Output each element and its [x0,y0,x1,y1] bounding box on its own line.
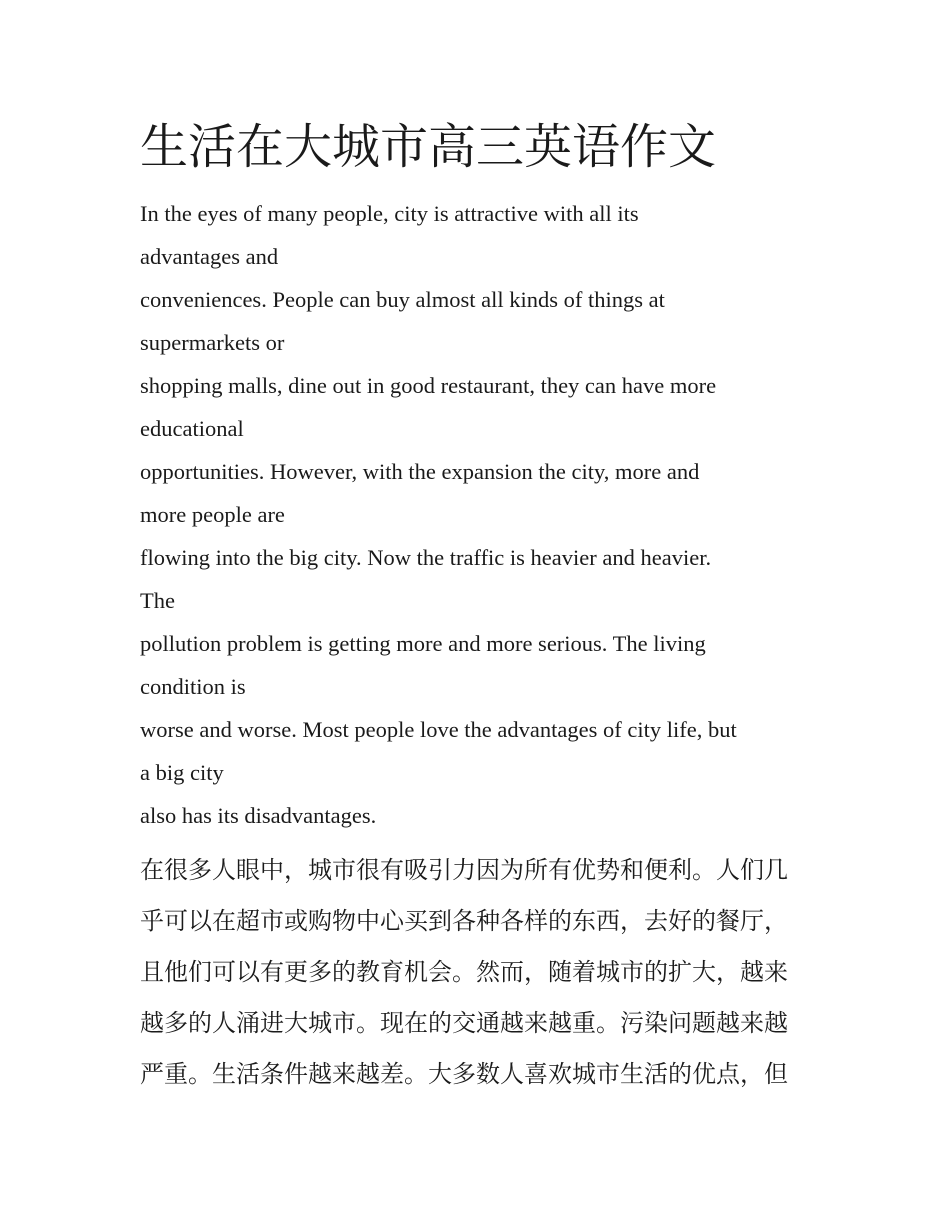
english-line: conveniences. People can buy almost all kinds of things at [140,287,665,312]
chinese-line: 在很多人眼中，城市很有吸引力因为所有优势和便利。人们几 [140,856,788,884]
english-paragraph [140,192,820,837]
english-line: condition is [140,674,246,699]
english-line: educational [140,416,244,441]
english-line: shopping malls, dine out in good restaurant, they can have more [140,373,717,398]
english-line: opportunities. However, with the expansion the city, more and [140,459,700,484]
chinese-line: 乎可以在超市或购物中心买到各种各样的东西，去好的餐厅， [140,907,788,935]
chinese-line: 且他们可以有更多的教育机会。然而，随着城市的扩大，越来 [140,958,788,986]
english-line: In the eyes of many people, city is attractive with all its [140,201,639,226]
document-title: 生活在大城市高三英语作文 [140,119,717,175]
chinese-line: 严重。生活条件越来越差。大多数人喜欢城市生活的优点，但 [140,1060,788,1088]
english-line: more people are [140,502,285,527]
english-line: a big city [140,760,224,785]
english-line: advantages and [140,244,279,269]
english-line: The [140,588,175,613]
english-line: flowing into the big city. Now the traffic is heavier and heavier. [140,545,712,570]
document-page [140,112,820,1100]
english-line: pollution problem is getting more and more serious. The living [140,631,706,656]
english-line: worse and worse. Most people love the advantages of city life, but [140,717,737,742]
chinese-line: 越多的人涌进大城市。现在的交通越来越重。污染问题越来越 [140,1009,788,1037]
english-line: also has its disadvantages. [140,803,377,828]
chinese-paragraph [140,845,820,1100]
english-line: supermarkets or [140,330,285,355]
